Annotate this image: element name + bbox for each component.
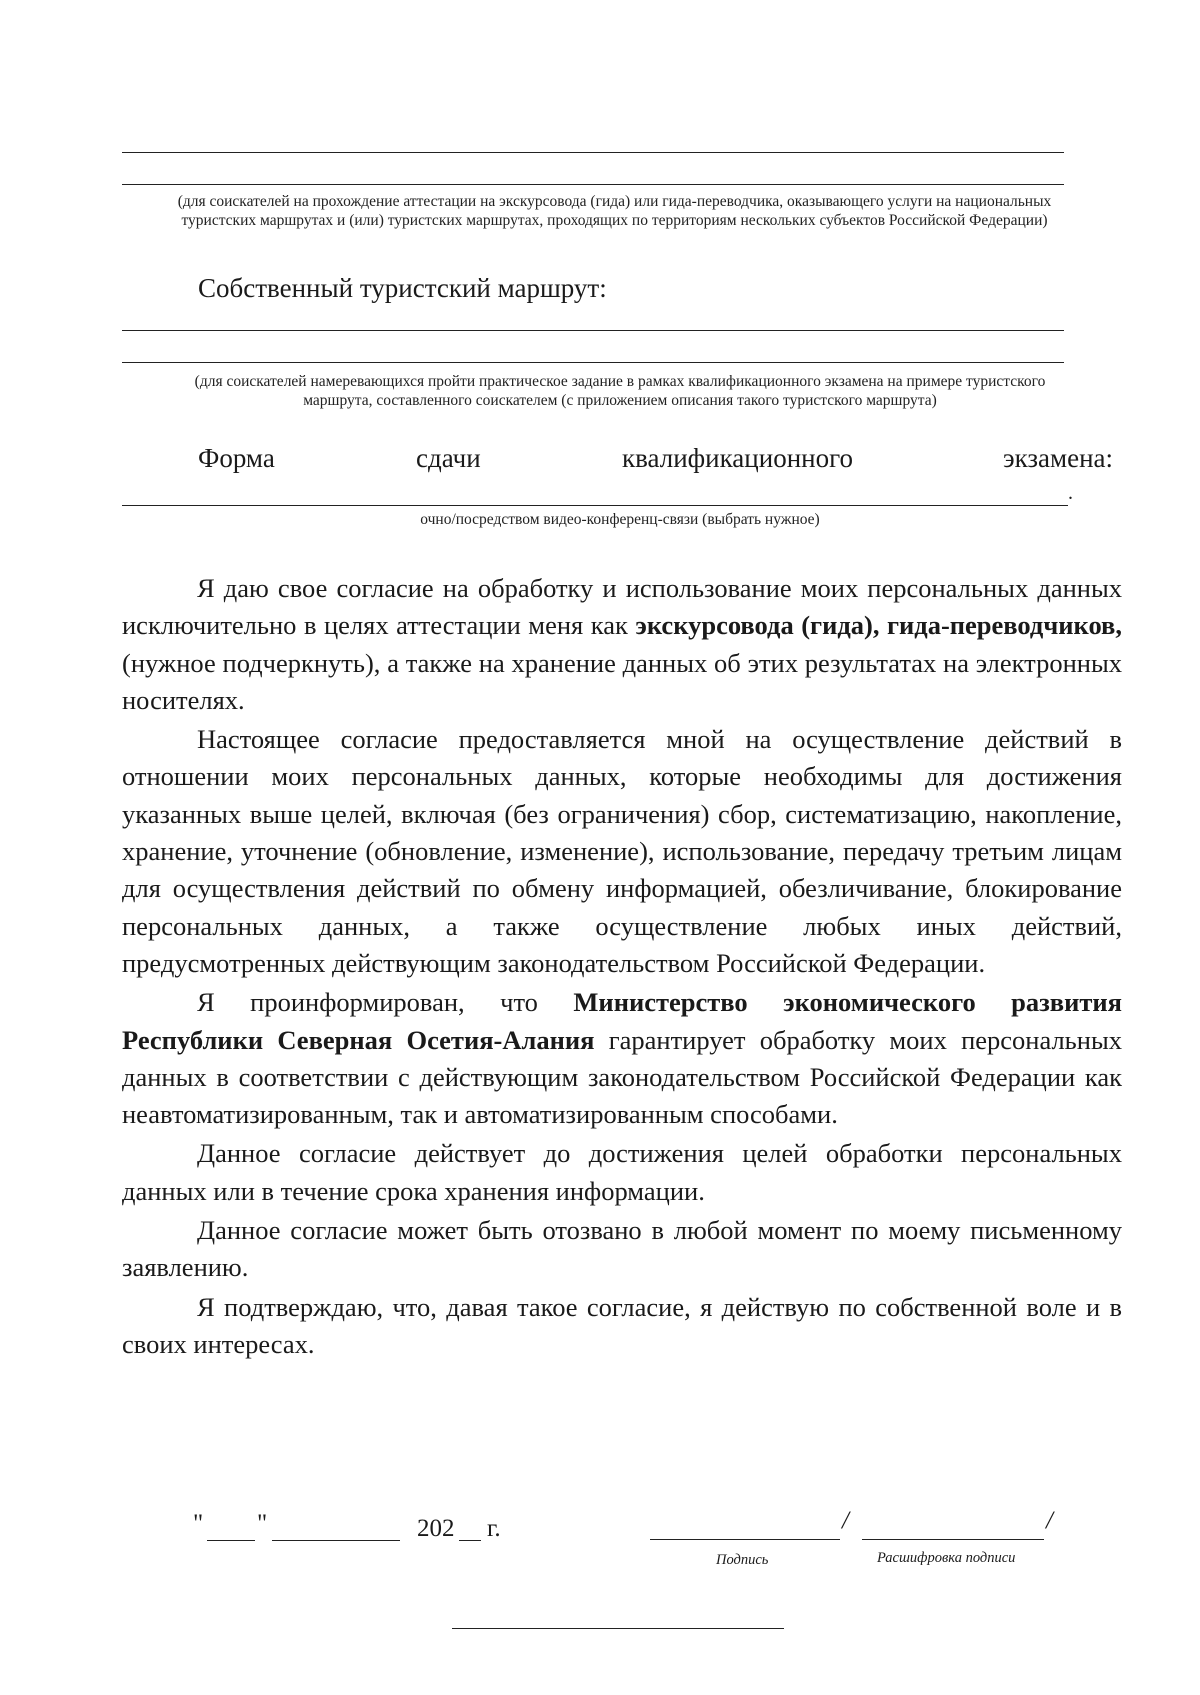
consent-p3-bold: Министерство экономического развития Республики Северная Осетия-Алания (122, 987, 1123, 1055)
date-quote-close: " (257, 1510, 268, 1537)
signature-slash-1: / (842, 1507, 849, 1534)
date-year-prefix: 202 (417, 1515, 455, 1542)
fill-line-route-1 (122, 330, 1064, 331)
consent-paragraph-2: Настоящее согласие предоставляется мной на осуществление действий в отношении моих персональных данных, которые необходимы для достижения указанных выше целей, включая (без ограничения) сбор, систематизацию, накопление, хранение, уточнение (обновление, изменение), использование, передачу третьим лицам для осуществления действий по обмену информацией, обезличивание, блокирование персональных данных, а также осуществление любых иных действий, предусмотренных действующим законодательством Российской Федерации. (122, 724, 1122, 978)
form-word-1: Форма (198, 443, 275, 473)
consent-paragraph-3 (122, 984, 1122, 1133)
signature-decoding-label: Расшифровка подписи (877, 1550, 1016, 1566)
consent-paragraph-6: Я подтверждаю, что, давая такое согласие, я действую по собственной воле и в своих интересах. (122, 1291, 1122, 1359)
signature-slash-2: / (1046, 1507, 1053, 1534)
consent-paragraph-5: Данное согласие может быть отозвано в любой момент по моему письменному заявлению. (122, 1215, 1122, 1283)
consent-p3-text-b: гарантирует обработку моих персональных данных в соответствии с действующим законодательством Российской Федерации как неавтоматизированным, так и автоматизированным способами. (122, 1024, 1123, 1130)
line-end-dot: . (1068, 482, 1073, 504)
consent-p1-text-a: Я даю свое согласие на обработку и использование моих персональных данных исключительно в целях аттестации меня как (122, 573, 1122, 641)
form-word-2: сдачи (416, 443, 481, 473)
fill-line-attestation-2 (122, 184, 1064, 185)
fill-line-route-2 (122, 362, 1064, 363)
form-word-4: экзамена: (1003, 443, 1114, 473)
consent-p1-bold: экскурсовода (гида), гида-переводчиков, (635, 610, 1122, 641)
consent-p1-text-b: (нужное подчеркнуть), а также на хранение данных об этих результатах на электронных носителях. (122, 647, 1122, 715)
consent-body (122, 570, 1122, 1363)
date-quote-open: " (193, 1510, 204, 1537)
route-heading: Собственный туристский маршрут: (198, 273, 607, 303)
footer-line (452, 1628, 784, 1629)
consent-p3-text-a: Я проинформирован, что (197, 987, 574, 1018)
form-word-3: квалификационного (622, 443, 853, 473)
exam-form-note: очно/посредством видео-конференц-связи (выбрать нужное) (420, 511, 820, 528)
fill-line-attestation-1 (122, 152, 1064, 153)
consent-paragraph-1 (122, 570, 1122, 719)
route-note: (для соискателей намеревающихся пройти практическое задание в рамках квалификационного экзамена на примере туристского маршрута, составленного соискателем (с приложением описания такого туристского маршрута) (194, 373, 1046, 409)
consent-paragraph-4: Данное согласие действует до достижения целей обработки персональных данных или в течение срока хранения информации. (122, 1138, 1122, 1206)
date-day-blank (207, 1540, 255, 1541)
date-year-blank (459, 1540, 481, 1541)
date-year-suffix: г. (487, 1515, 501, 1542)
date-month-blank (272, 1540, 400, 1541)
signature-line (650, 1539, 840, 1540)
signature-label: Подпись (716, 1552, 769, 1568)
attestation-note: (для соискателей на прохождение аттестации на экскурсовода (гида) или гида-переводчика, оказывающего услуги на национальных туристских маршрутах и (или) туристских маршрутах, проходящих по территориям нескольких субъектов Российской Федерации) (177, 193, 1052, 229)
signature-decoding-line (862, 1539, 1044, 1540)
fill-line-exam-form (122, 505, 1068, 506)
